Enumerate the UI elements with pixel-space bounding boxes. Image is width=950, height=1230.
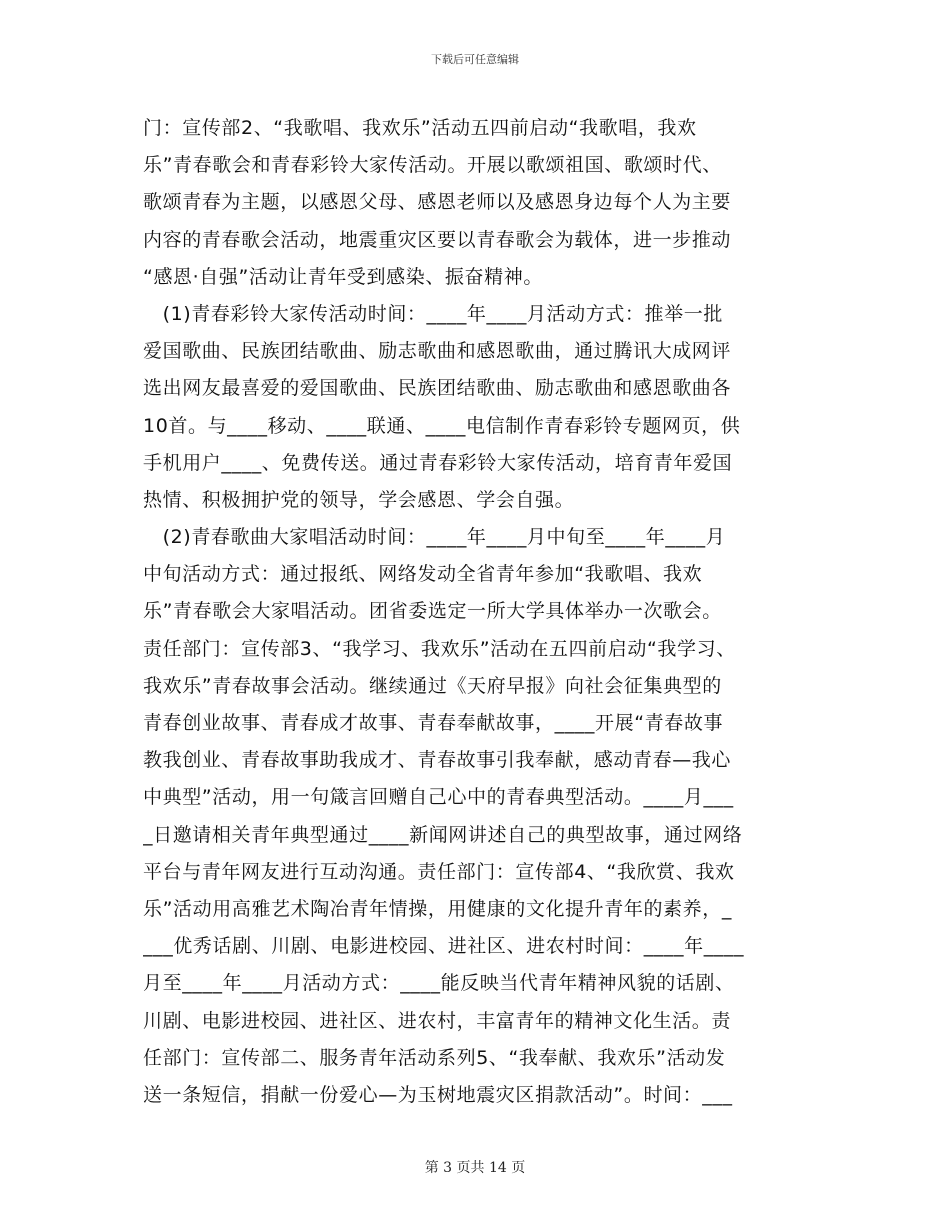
- text-line: 教我创业、青春故事助我成才、青春故事引我奉献，感动青春—我心: [143, 749, 732, 772]
- text-line: 热情、积极拥护党的领导，学会感恩、学会自强。: [143, 488, 575, 511]
- text-line: 中典型”活动，用一句箴言回赠自己心中的青春典型活动。____月___: [143, 786, 734, 809]
- text-line: 我欢乐”青春故事会活动。继续通过《天府早报》向社会征集典型的: [143, 674, 722, 697]
- body-text: [143, 110, 808, 1114]
- text-line: 歌颂青春为主题，以感恩父母、感恩老师以及感恩身边每个人为主要: [143, 191, 732, 214]
- text-line: (1)青春彩铃大家传活动时间：____年____月活动方式：推举一批: [143, 302, 723, 325]
- text-line: _日邀请相关青年典型通过____新闻网讲述自己的典型故事，通过网络: [143, 823, 743, 846]
- page-header: 下载后可任意编辑: [431, 53, 519, 66]
- text-line: ___优秀话剧、川剧、电影进校园、进社区、进农村时间：____年____: [143, 935, 745, 958]
- text-line: 责任部门：宣传部3、“我学习、我欢乐”活动在五四前启动“我学习、: [143, 637, 736, 660]
- text-line: 内容的青春歌会活动，地震重灾区要以青春歌会为载体，进一步推动: [143, 228, 732, 251]
- text-line: 门：宣传部2、“我歌唱、我欢乐”活动五四前启动“我歌唱，我欢: [143, 117, 697, 139]
- text-line: 中旬活动方式：通过报纸、网络发动全省青年参加“我歌唱、我欢: [143, 563, 703, 586]
- text-line: 手机用户____、免费传送。通过青春彩铃大家传活动，培育青年爱国: [143, 451, 733, 474]
- text-line: 选出网友最喜爱的爱国歌曲、民族团结歌曲、励志歌曲和感恩歌曲各: [143, 377, 732, 400]
- text-line: “感恩·自强”活动让青年受到感染、振奋精神。: [143, 265, 543, 288]
- text-line: 乐”活动用高雅艺术陶冶青年情操，用健康的文化提升青年的素养，_: [143, 897, 732, 920]
- text-line: 青春创业故事、青春成才故事、青春奉献故事，____开展“青春故事: [143, 712, 724, 734]
- text-line: 10首。与____移动、____联通、____电信制作青春彩铃专题网页，供: [143, 414, 741, 437]
- text-line: 川剧、电影进校园、进社区、进农村，丰富青年的精神文化生活。责: [143, 1009, 732, 1032]
- text-line: (2)青春歌曲大家唱活动时间：____年____月中旬至____年____月: [143, 526, 726, 549]
- text-line: 平台与青年网友进行互动沟通。责任部门：宣传部4、“我欣赏、我欢: [143, 860, 735, 883]
- text-line: 任部门：宣传部二、服务青年活动系列5、“我奉献、我欢乐”活动发: [143, 1046, 726, 1069]
- page-footer: 第 3 页共 14 页: [424, 1160, 526, 1176]
- text-line: 乐”青春歌会和青春彩铃大家传活动。开展以歌颂祖国、歌颂时代、: [143, 154, 722, 177]
- text-line: 月至____年____月活动方式：____能反映当代青年精神风貌的话剧、: [143, 972, 735, 995]
- text-line: 乐”青春歌会大家唱活动。团省委选定一所大学具体举办一次歌会。: [143, 600, 722, 623]
- text-line: 送一条短信，捐献一份爱心—为玉树地震灾区捐款活动”。时间：___: [143, 1083, 733, 1106]
- text-line: 爱国歌曲、民族团结歌曲、励志歌曲和感恩歌曲，通过腾讯大成网评: [143, 340, 732, 363]
